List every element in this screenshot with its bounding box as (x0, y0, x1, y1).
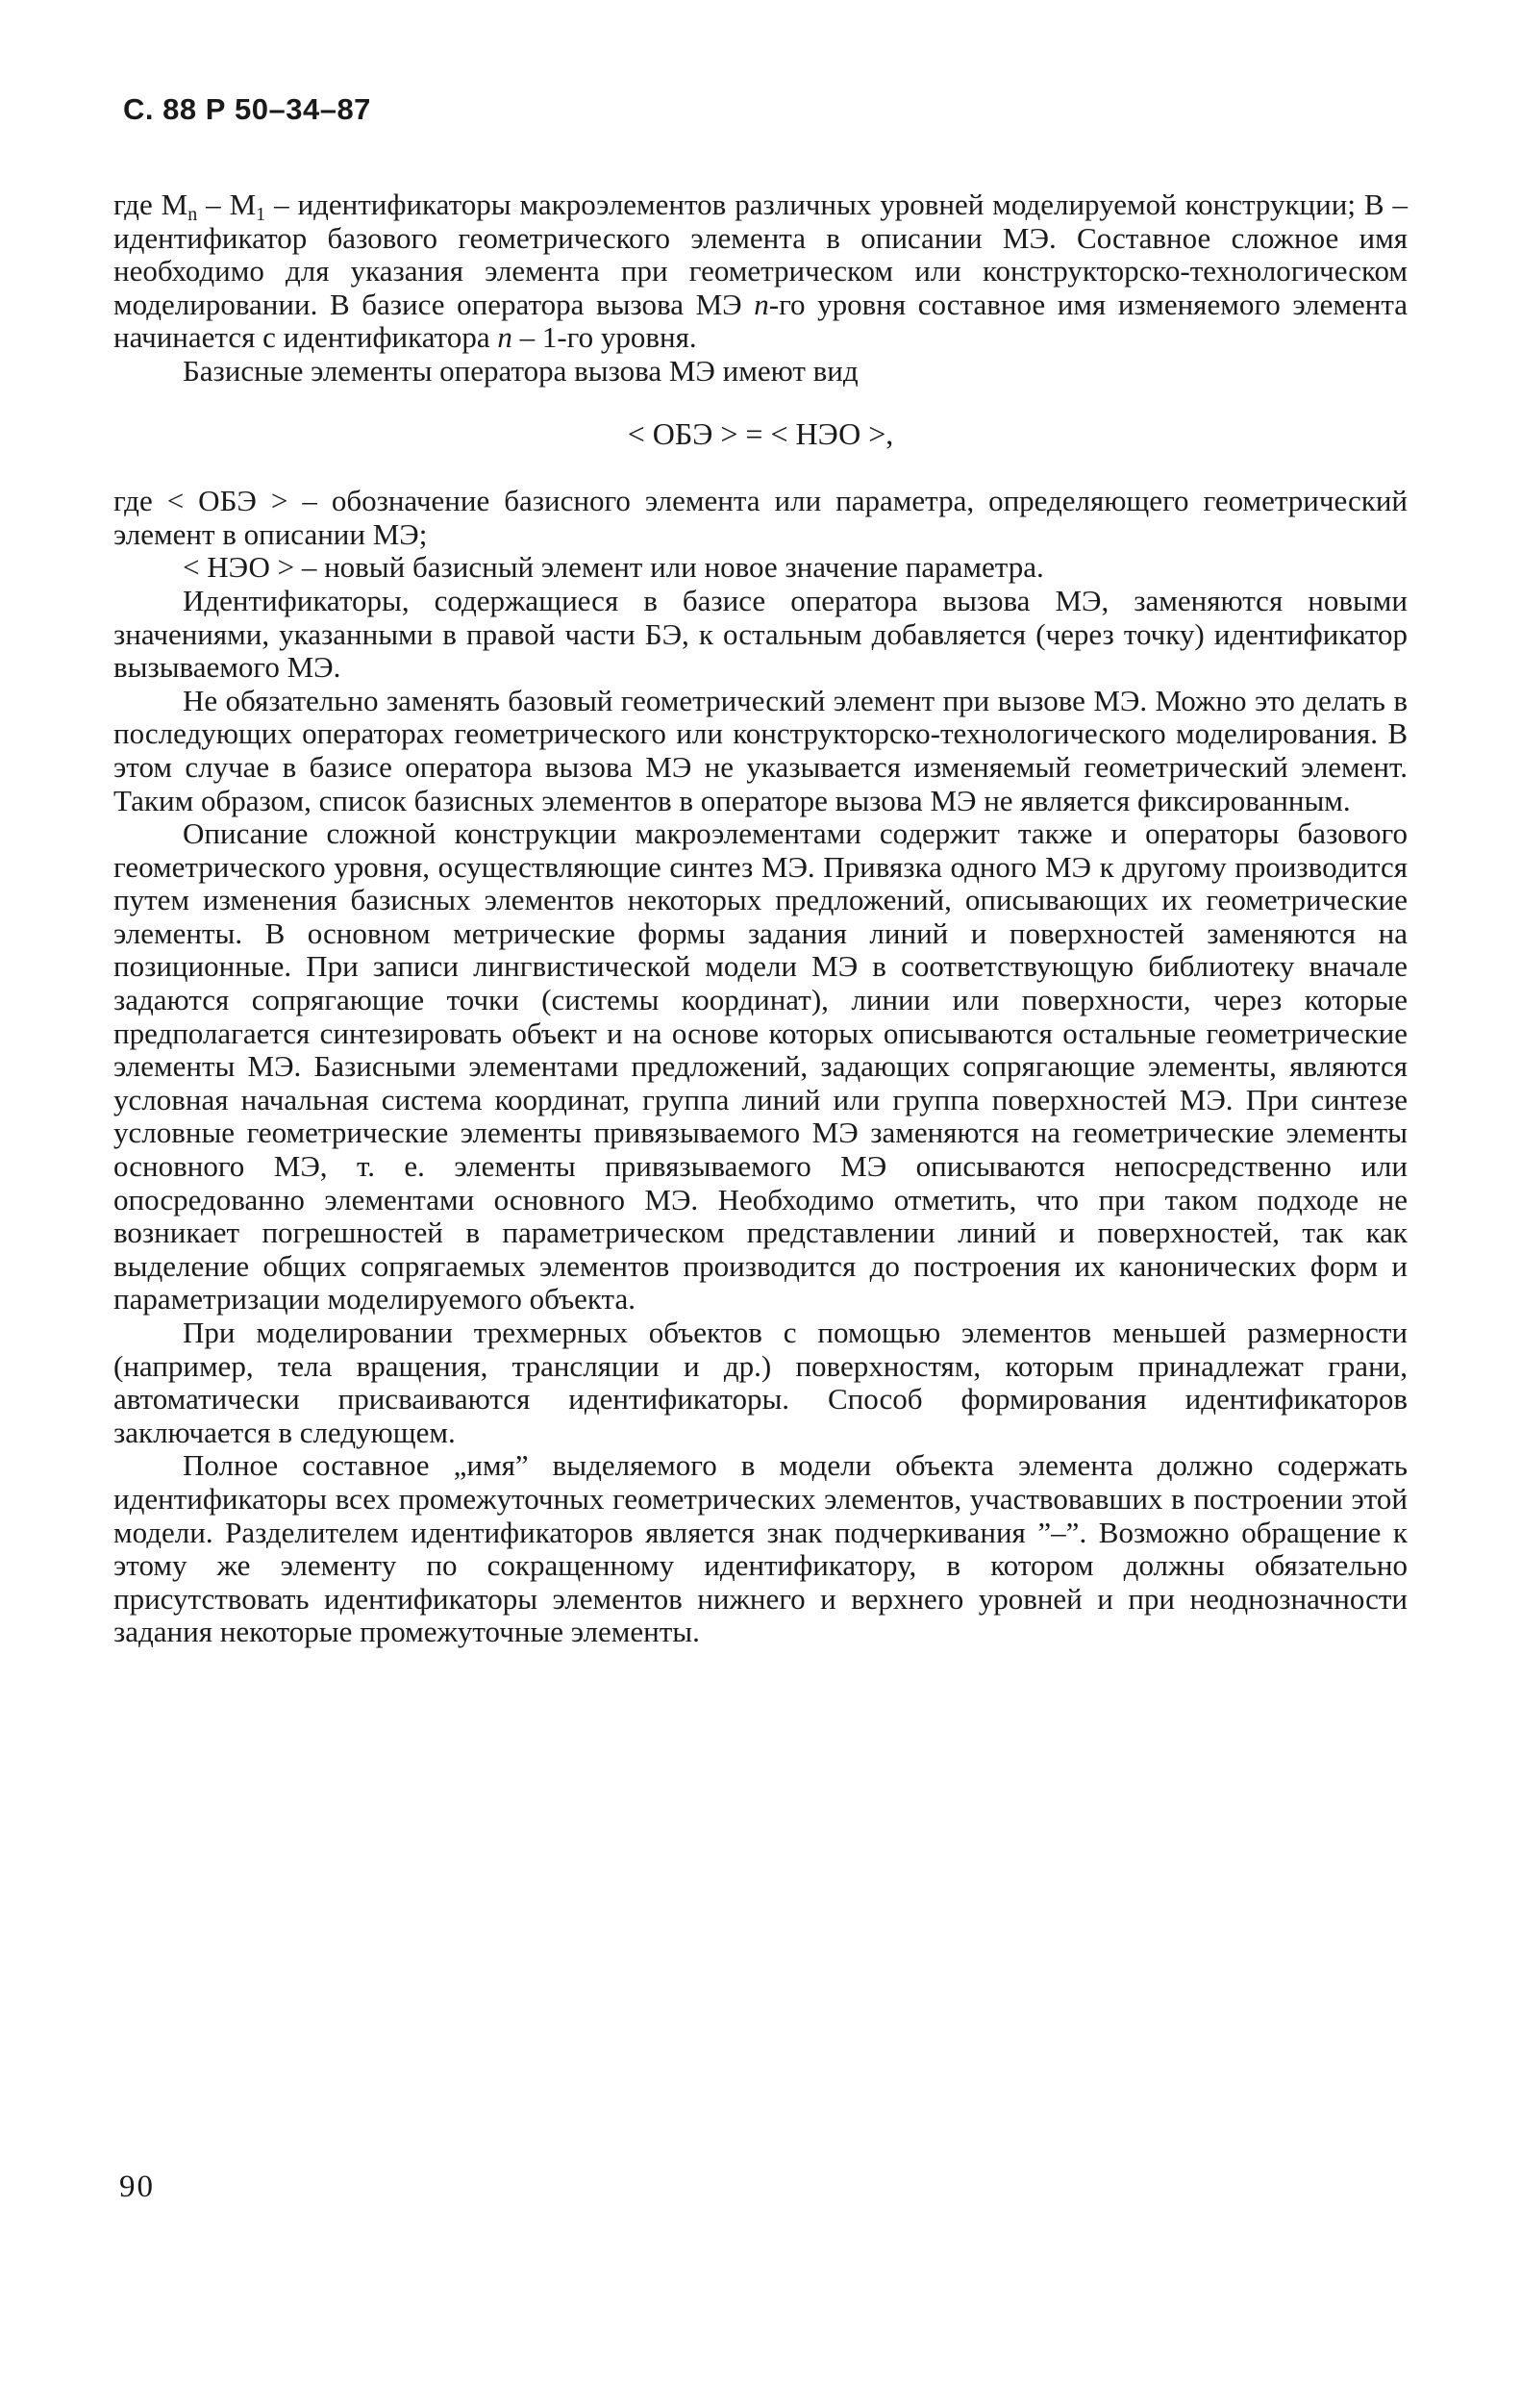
paragraph-complex-construction: Описание сложной конструкции макроэлементами содержит также и операторы базового геометрического уровня, осуществляющие синтез МЭ. Привязка одного МЭ к другому производится путем изменения базисных элементов некоторых предложений, описывающих их геометрические элементы. В основном метрические формы задания линий и поверхностей заменяются на позиционные. При записи лингвистической модели МЭ в соответствующую библиотеку вначале задаются сопрягающие точки (системы координат), линии или поверхности, через которые предполагается синтезировать объект и на основе которых описываются остальные геометрические элементы МЭ. Базисными элементами предложений, задающих сопрягающие элементы, являются условная начальная система координат, группа линий или группа поверхностей МЭ. При синтезе условные геометрические элементы привязываемого МЭ заменяются на геометрические элементы основного МЭ, т. е. элементы привязываемого МЭ описываются непосредственно или опосредованно элементами основного МЭ. Необходимо отметить, что при таком подходе не возникает погрешностей в параметрическом представлении линий и поверхностей, так как выделение общих сопрягаемых элементов производится до построения их канонических форм и параметризации моделируемого объекта. (113, 816, 1408, 1317)
paragraph-neo-definition: < НЭО > – новый базисный элемент или новое значение параметра. (183, 550, 1044, 585)
page-header: С. 88 Р 50–34–87 (123, 92, 371, 126)
page-number: 90 (119, 2170, 155, 2204)
formula: < ОБЭ > = < НЭО >, (627, 415, 894, 451)
paragraph-basis-intro: Базисные элементы оператора вызова МЭ имеют вид (183, 353, 859, 388)
paragraph-3d-modeling: При моделировании трехмерных объектов с помощью элементов меньшей размерности (например, тела вращения, трансляции и др.) поверхностям, которым принадлежат грани, автоматически присваиваются идентификаторы. Способ формирования идентификаторов заключается в следующем. (113, 1316, 1408, 1449)
document-body (113, 188, 1408, 1649)
paragraph-identifier-replacement: Идентификаторы, содержащиеся в базисе оператора вызова МЭ, заменяются новыми значениями, указанными в правой части БЭ, к остальным добавляется (через точку) идентификатор вызываемого МЭ. (113, 583, 1408, 685)
paragraph-obe-definition: где < ОБЭ > – обозначение базисного элемента или параметра, определяющего геометрический элемент в описании МЭ; (113, 484, 1408, 551)
paragraph-identifiers: где $М_n - М_1$ – идентификаторы макроэлементов различных уровней моделируемой конструкции; В – идентификатор базового геометрического элемента в описании МЭ. Составное сложное имя необходимо для указания элемента при геометрическом или конструкторско-технологическом моделировании. В базисе оператора вызова МЭ n-го уровня составное имя изменяемого элемента начинается с идентификатора n – 1-го уровня. (113, 188, 1409, 355)
paragraph-composite-name: Полное составное „имя” выделяемого в модели объекта элемента должно содержать идентификаторы всех промежуточных геометрических элементов, участвовавших в построении этой модели. Разделителем идентификаторов является знак подчеркивания ”–”. Возможно обращение к этому же элементу по сокращенному идентификатору, в котором должны обязательно присутствовать идентификаторы элементов нижнего и верхнего уровней и при неоднозначности задания некоторые промежуточные элементы. (113, 1448, 1408, 1649)
paragraph-base-element: Не обязательно заменять базовый геометрический элемент при вызове МЭ. Можно это делать в последующих операторах геометрического или конструкторско-технологического моделирования. В этом случае в базисе оператора вызова МЭ не указывается изменяемый геометрический элемент. Таким образом, список базисных элементов в операторе вызова МЭ не является фиксированным. (113, 683, 1408, 817)
